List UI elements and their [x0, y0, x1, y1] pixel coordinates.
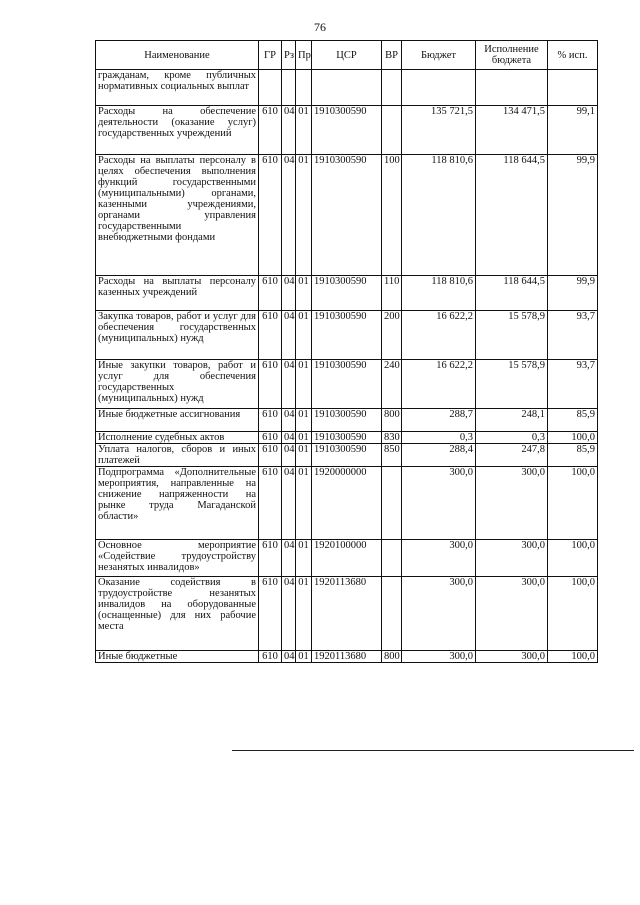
cell-budget: 288,7: [402, 409, 476, 432]
cell-pr: 01: [296, 155, 312, 276]
page-number: 76: [314, 20, 326, 34]
cell-rz: 04: [282, 540, 296, 577]
cell-gr: 610: [259, 432, 282, 444]
cell-gr: 610: [259, 311, 282, 360]
cell-rz: 04: [282, 467, 296, 540]
cell-vr: 800: [382, 409, 402, 432]
cell-pr: 01: [296, 409, 312, 432]
table-row: [96, 360, 598, 409]
cell-rz: 04: [282, 276, 296, 311]
cell-name: Подпрограмма «Дополнительные мероприятия, направленные на снижение напряженности на рынке труда Магаданской области»: [96, 467, 259, 540]
cell-gr: 610: [259, 651, 282, 663]
cell-rz: 04: [282, 106, 296, 155]
cell-execution: 0,3: [476, 432, 548, 444]
cell-budget: 16 622,2: [402, 360, 476, 409]
cell-pr: 01: [296, 444, 312, 467]
cell-gr: 610: [259, 360, 282, 409]
cell-pr: 01: [296, 311, 312, 360]
table-row: [96, 155, 598, 276]
table-row: [96, 444, 598, 467]
budget-execution-table: [95, 40, 598, 663]
header-pr: Пр: [296, 41, 312, 70]
cell-name: Расходы на обеспечение деятельности (оказание услуг) государственных учреждений: [96, 106, 259, 155]
cell-csr: 1910300590: [312, 444, 382, 467]
cell-percent: 100,0: [548, 540, 598, 577]
header-percent: % исп.: [548, 41, 598, 70]
cell-vr: 800: [382, 651, 402, 663]
cell-csr: 1920100000: [312, 540, 382, 577]
cell-percent: 99,1: [548, 106, 598, 155]
header-name: Наименование: [96, 41, 259, 70]
cell-csr: 1910300590: [312, 360, 382, 409]
cell-vr: 110: [382, 276, 402, 311]
cell-rz: 04: [282, 432, 296, 444]
cell-pr: 01: [296, 577, 312, 651]
table-row: [96, 106, 598, 155]
cell-rz: [282, 70, 296, 106]
cell-execution: 300,0: [476, 467, 548, 540]
cell-name: Основное мероприятие «Содействие трудоустройству незанятых инвалидов»: [96, 540, 259, 577]
cell-gr: 610: [259, 155, 282, 276]
header-row: [96, 41, 598, 70]
cell-rz: 04: [282, 155, 296, 276]
cell-vr: [382, 70, 402, 106]
header-gr: ГР: [259, 41, 282, 70]
cell-vr: [382, 540, 402, 577]
header-rz: Рз: [282, 41, 296, 70]
cell-budget: 118 810,6: [402, 276, 476, 311]
cell-csr: 1910300590: [312, 409, 382, 432]
header-vr: ВР: [382, 41, 402, 70]
cell-percent: 100,0: [548, 651, 598, 663]
cell-rz: 04: [282, 360, 296, 409]
cell-budget: 135 721,5: [402, 106, 476, 155]
cell-pr: [296, 70, 312, 106]
cell-pr: 01: [296, 540, 312, 577]
table-row: [96, 651, 598, 663]
cell-name: Оказание содействия в трудоустройстве незанятых инвалидов на оборудованные (оснащенные) для них рабочие места: [96, 577, 259, 651]
cell-name: гражданам, кроме публичных нормативных социальных выплат: [96, 70, 259, 106]
table-row: [96, 409, 598, 432]
cell-rz: 04: [282, 311, 296, 360]
cell-percent: 93,7: [548, 311, 598, 360]
cell-csr: 1920000000: [312, 467, 382, 540]
cell-csr: [312, 70, 382, 106]
cell-name: Иные бюджетные: [96, 651, 259, 663]
cell-rz: 04: [282, 444, 296, 467]
cell-gr: [259, 70, 282, 106]
cell-pr: 01: [296, 467, 312, 540]
cell-execution: 300,0: [476, 651, 548, 663]
header-budget: Бюджет: [402, 41, 476, 70]
cell-execution: 134 471,5: [476, 106, 548, 155]
header-execution: Исполнение бюджета: [476, 41, 548, 70]
cell-execution: 15 578,9: [476, 360, 548, 409]
cell-pr: 01: [296, 106, 312, 155]
cell-rz: 04: [282, 577, 296, 651]
cell-percent: 93,7: [548, 360, 598, 409]
cell-vr: 850: [382, 444, 402, 467]
cell-vr: 240: [382, 360, 402, 409]
cell-budget: 0,3: [402, 432, 476, 444]
cell-budget: [402, 70, 476, 106]
cell-vr: 200: [382, 311, 402, 360]
cell-name: Уплата налогов, сборов и иных платежей: [96, 444, 259, 467]
cell-pr: 01: [296, 276, 312, 311]
cell-execution: 248,1: [476, 409, 548, 432]
cell-execution: 247,8: [476, 444, 548, 467]
cell-gr: 610: [259, 276, 282, 311]
cell-budget: 16 622,2: [402, 311, 476, 360]
cell-pr: 01: [296, 432, 312, 444]
cell-vr: 830: [382, 432, 402, 444]
cell-rz: 04: [282, 409, 296, 432]
cell-rz: 04: [282, 651, 296, 663]
cell-gr: 610: [259, 467, 282, 540]
cell-budget: 288,4: [402, 444, 476, 467]
cell-name: Расходы на выплаты персоналу казенных учреждений: [96, 276, 259, 311]
cell-vr: 100: [382, 155, 402, 276]
cell-execution: 15 578,9: [476, 311, 548, 360]
cell-pr: 01: [296, 651, 312, 663]
cell-percent: 100,0: [548, 432, 598, 444]
cell-percent: 99,9: [548, 276, 598, 311]
table-row: [96, 432, 598, 444]
cell-name: Исполнение судебных актов: [96, 432, 259, 444]
cell-budget: 118 810,6: [402, 155, 476, 276]
cell-percent: 100,0: [548, 577, 598, 651]
bottom-divider: [232, 750, 634, 751]
header-csr: ЦСР: [312, 41, 382, 70]
table-row: [96, 311, 598, 360]
table-body: [96, 70, 598, 663]
cell-csr: 1910300590: [312, 276, 382, 311]
cell-name: Закупка товаров, работ и услуг для обеспечения государственных (муниципальных) нужд: [96, 311, 259, 360]
cell-execution: 300,0: [476, 577, 548, 651]
table-row: [96, 577, 598, 651]
cell-csr: 1910300590: [312, 106, 382, 155]
cell-percent: 85,9: [548, 409, 598, 432]
cell-name: Иные бюджетные ассигнования: [96, 409, 259, 432]
cell-gr: 610: [259, 540, 282, 577]
cell-budget: 300,0: [402, 467, 476, 540]
cell-execution: 118 644,5: [476, 276, 548, 311]
cell-vr: [382, 577, 402, 651]
cell-budget: 300,0: [402, 577, 476, 651]
cell-csr: 1910300590: [312, 432, 382, 444]
cell-execution: [476, 70, 548, 106]
cell-gr: 610: [259, 444, 282, 467]
cell-pr: 01: [296, 360, 312, 409]
cell-csr: 1910300590: [312, 155, 382, 276]
cell-vr: [382, 106, 402, 155]
cell-execution: 118 644,5: [476, 155, 548, 276]
cell-gr: 610: [259, 577, 282, 651]
table-row: [96, 276, 598, 311]
cell-vr: [382, 467, 402, 540]
cell-csr: 1920113680: [312, 651, 382, 663]
cell-csr: 1920113680: [312, 577, 382, 651]
table-row: [96, 467, 598, 540]
cell-csr: 1910300590: [312, 311, 382, 360]
cell-budget: 300,0: [402, 540, 476, 577]
cell-gr: 610: [259, 409, 282, 432]
cell-percent: 99,9: [548, 155, 598, 276]
cell-budget: 300,0: [402, 651, 476, 663]
cell-name: Расходы на выплаты персоналу в целях обеспечения выполнения функций государственными (муниципальными) органами, казенными учреждениями, органами управления государственными внебюджетными фондами: [96, 155, 259, 276]
cell-execution: 300,0: [476, 540, 548, 577]
cell-percent: 100,0: [548, 467, 598, 540]
table-row: [96, 540, 598, 577]
cell-percent: [548, 70, 598, 106]
cell-percent: 85,9: [548, 444, 598, 467]
table-row: [96, 70, 598, 106]
cell-gr: 610: [259, 106, 282, 155]
cell-name: Иные закупки товаров, работ и услуг для обеспечения государственных (муниципальных) нужд: [96, 360, 259, 409]
